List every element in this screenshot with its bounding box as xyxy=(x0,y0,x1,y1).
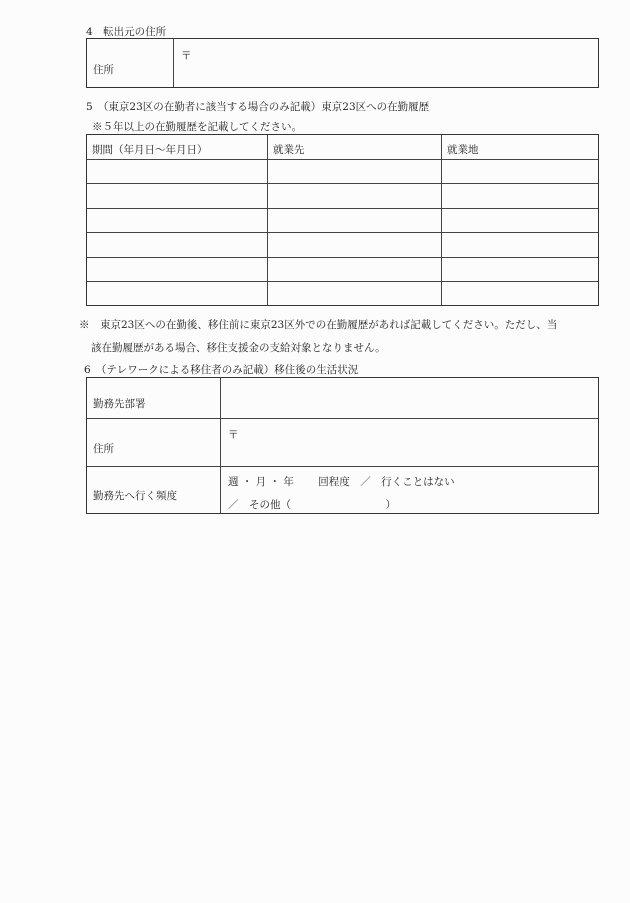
department-field[interactable] xyxy=(222,378,598,418)
visit-frequency-label: 勤務先へ行く頻度 xyxy=(93,490,177,502)
visit-frequency-options-line2[interactable]: ／ その他（ ） xyxy=(228,499,396,511)
address-label: 住所 xyxy=(93,64,114,76)
column-header-employer: 就業先 xyxy=(273,144,305,156)
period-cell[interactable] xyxy=(87,209,266,232)
address-field[interactable] xyxy=(222,419,598,466)
employer-cell[interactable] xyxy=(268,184,440,208)
section6-heading: 6 （テレワークによる移住者のみ記載）移住後の生活状況 xyxy=(84,364,359,376)
section5-note-line2: 該在勤履歴がある場合、移住支援金の支給対象となりません。 xyxy=(91,342,386,354)
postal-mark: 〒 xyxy=(181,50,192,62)
previous-address-field[interactable] xyxy=(175,39,598,87)
column-divider xyxy=(220,378,221,513)
period-cell[interactable] xyxy=(87,282,266,305)
section5-instruction: ※５年以上の在勤履歴を記載してください。 xyxy=(92,121,302,133)
employer-cell[interactable] xyxy=(268,258,440,281)
work-location-cell[interactable] xyxy=(442,233,598,257)
work-location-cell[interactable] xyxy=(442,160,598,183)
column-divider xyxy=(173,39,174,87)
employer-cell[interactable] xyxy=(268,233,440,257)
period-cell[interactable] xyxy=(87,233,266,257)
work-location-cell[interactable] xyxy=(442,282,598,305)
visit-frequency-options-line1[interactable]: 週 ・ 月 ・ 年 回程度 ／ 行くことはない xyxy=(228,476,455,488)
employer-cell[interactable] xyxy=(268,209,440,232)
row-divider xyxy=(87,466,598,467)
section5-note-line1: ※ 東京23区への在勤後、移住前に東京23区外での在勤履歴があれば記載してください。ただし、当 xyxy=(79,319,558,331)
telework-status-table xyxy=(86,377,599,514)
employer-cell[interactable] xyxy=(268,160,440,183)
period-cell[interactable] xyxy=(87,258,266,281)
work-location-cell[interactable] xyxy=(442,184,598,208)
work-location-cell[interactable] xyxy=(442,258,598,281)
department-label: 勤務先部署 xyxy=(93,398,146,410)
column-header-work-location: 就業地 xyxy=(447,144,479,156)
work-location-cell[interactable] xyxy=(442,209,598,232)
employer-cell[interactable] xyxy=(268,282,440,305)
column-header-period: 期間（年月日～年月日） xyxy=(92,144,208,156)
previous-address-table xyxy=(86,38,599,88)
period-cell[interactable] xyxy=(87,160,266,183)
section4-heading: 4 転出元の住所 xyxy=(86,26,167,38)
section5-heading: 5 （東京23区の在勤者に該当する場合のみ記載）東京23区への在勤履歴 xyxy=(86,101,430,113)
work-history-table xyxy=(86,134,599,306)
postal-mark: 〒 xyxy=(228,429,239,441)
address-label: 住所 xyxy=(93,443,114,455)
period-cell[interactable] xyxy=(87,184,266,208)
